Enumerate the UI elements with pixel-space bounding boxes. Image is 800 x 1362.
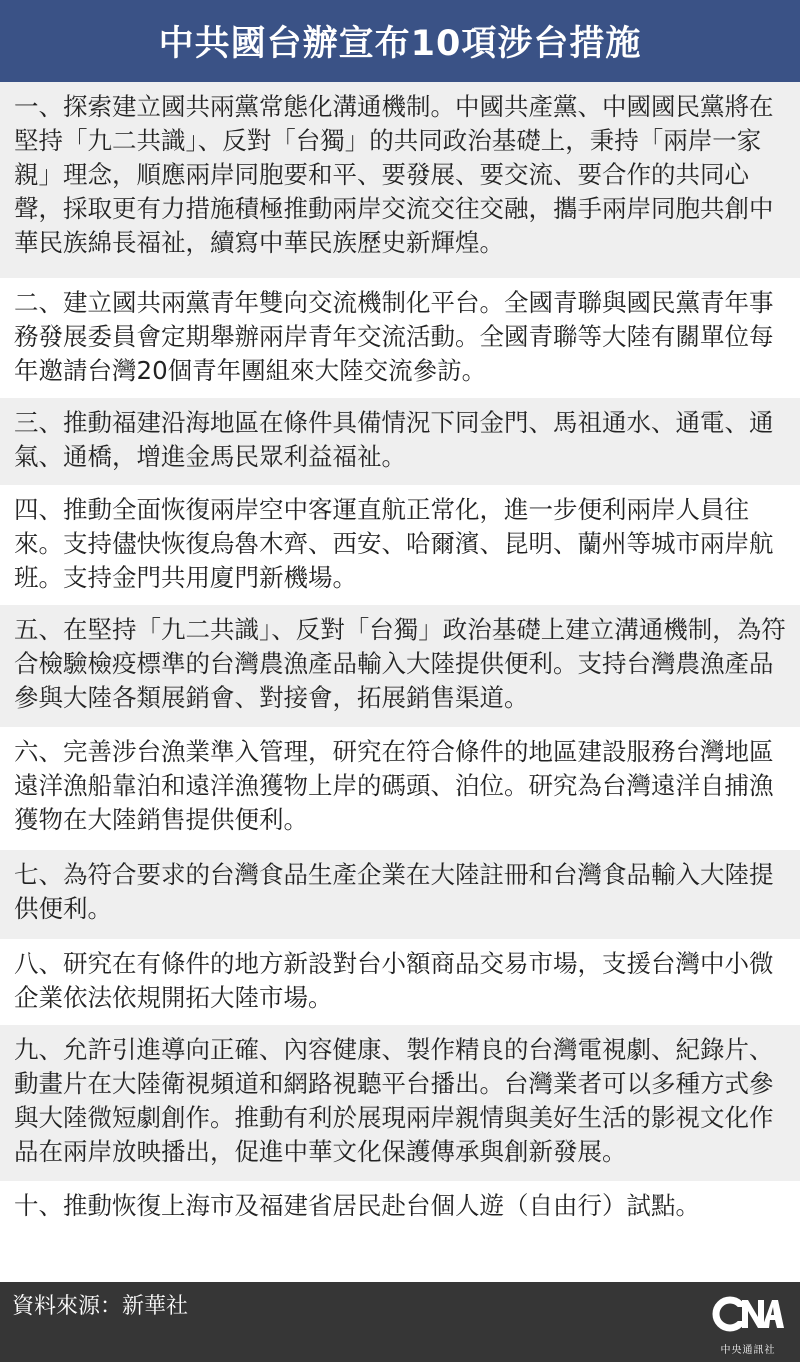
- measure-10-text: 十、推動恢復上海市及福建省居民赴台個人遊（自由行）試點。: [14, 1191, 700, 1220]
- measure-5-text: 五、在堅持「九二共識」、反對「台獨」政治基礎上建立溝通機制，為符合檢驗檢疫標準的台灣農漁產品輸入大陸提供便利。支持台灣農漁產品參與大陸各類展銷會、對接會，拓展銷售渠道。: [14, 615, 786, 712]
- cna-logo-icon: [712, 1290, 784, 1340]
- measure-1-text: 一、探索建立國共兩黨常態化溝通機制。中國共產黨、中國國民黨將在堅持「九二共識」、反對「台獨」的共同政治基礎上，秉持「兩岸一家親」理念，順應兩岸同胞要和平、要發展、要交流、要合作的共同心聲，採取更有力措施積極推動兩岸交流交往交融，攜手兩岸同胞共創中華民族綿長福祉，續寫中華民族歷史新輝煌。: [14, 92, 774, 257]
- list-item: [0, 939, 800, 1025]
- measure-3-text: 三、推動福建沿海地區在條件具備情況下同金門、馬祖通水、通電、通氣、通橋，增進金馬民眾利益福祉。: [14, 408, 774, 471]
- list-item: [0, 82, 800, 278]
- list-item: [0, 1181, 800, 1282]
- measure-6-text: 六、完善涉台漁業準入管理，研究在符合條件的地區建設服務台灣地區遠洋漁船靠泊和遠洋漁獲物上岸的碼頭、泊位。研究為台灣遠洋自捕漁獲物在大陸銷售提供便利。: [14, 737, 774, 834]
- list-item: [0, 850, 800, 939]
- measure-7-text: 七、為符合要求的台灣食品生產企業在大陸註冊和台灣食品輸入大陸提供便利。: [14, 860, 774, 923]
- cna-logo: [710, 1290, 786, 1356]
- page-title: 中共國台辦宣布10項涉台措施: [0, 0, 800, 82]
- list-item: [0, 605, 800, 727]
- list-item: [0, 1025, 800, 1181]
- list-item: [0, 485, 800, 605]
- measure-2-text: 二、建立國共兩黨青年雙向交流機制化平台。全國青聯與國民黨青年事務發展委員會定期舉辦兩岸青年交流活動。全國青聯等大陸有關單位每年邀請台灣20個青年團組來大陸交流參訪。: [14, 288, 774, 385]
- measure-9-text: 九、允許引進導向正確、內容健康、製作精良的台灣電視劇、紀錄片、動畫片在大陸衛視頻道和網路視聽平台播出。台灣業者可以多種方式參與大陸微短劇創作。推動有利於展現兩岸親情與美好生活的影視文化作品在兩岸放映播出，促進中華文化保護傳承與創新發展。: [14, 1035, 774, 1166]
- measure-4-text: 四、推動全面恢復兩岸空中客運直航正常化，進一步便利兩岸人員往來。支持儘快恢復烏魯木齊、西安、哈爾濱、昆明、蘭州等城市兩岸航班。支持金門共用廈門新機場。: [14, 495, 774, 592]
- measure-8-text: 八、研究在有條件的地方新設對台小額商品交易市場，支援台灣中小微企業依法依規開拓大陸市場。: [14, 949, 774, 1012]
- list-item: [0, 398, 800, 485]
- source-credit: 資料來源：新華社: [12, 1294, 189, 1319]
- logo-text: 中央通訊社: [720, 1345, 776, 1356]
- list-item: [0, 727, 800, 850]
- footer: [0, 1282, 800, 1362]
- list-item: [0, 278, 800, 398]
- measures-list: [0, 82, 800, 1282]
